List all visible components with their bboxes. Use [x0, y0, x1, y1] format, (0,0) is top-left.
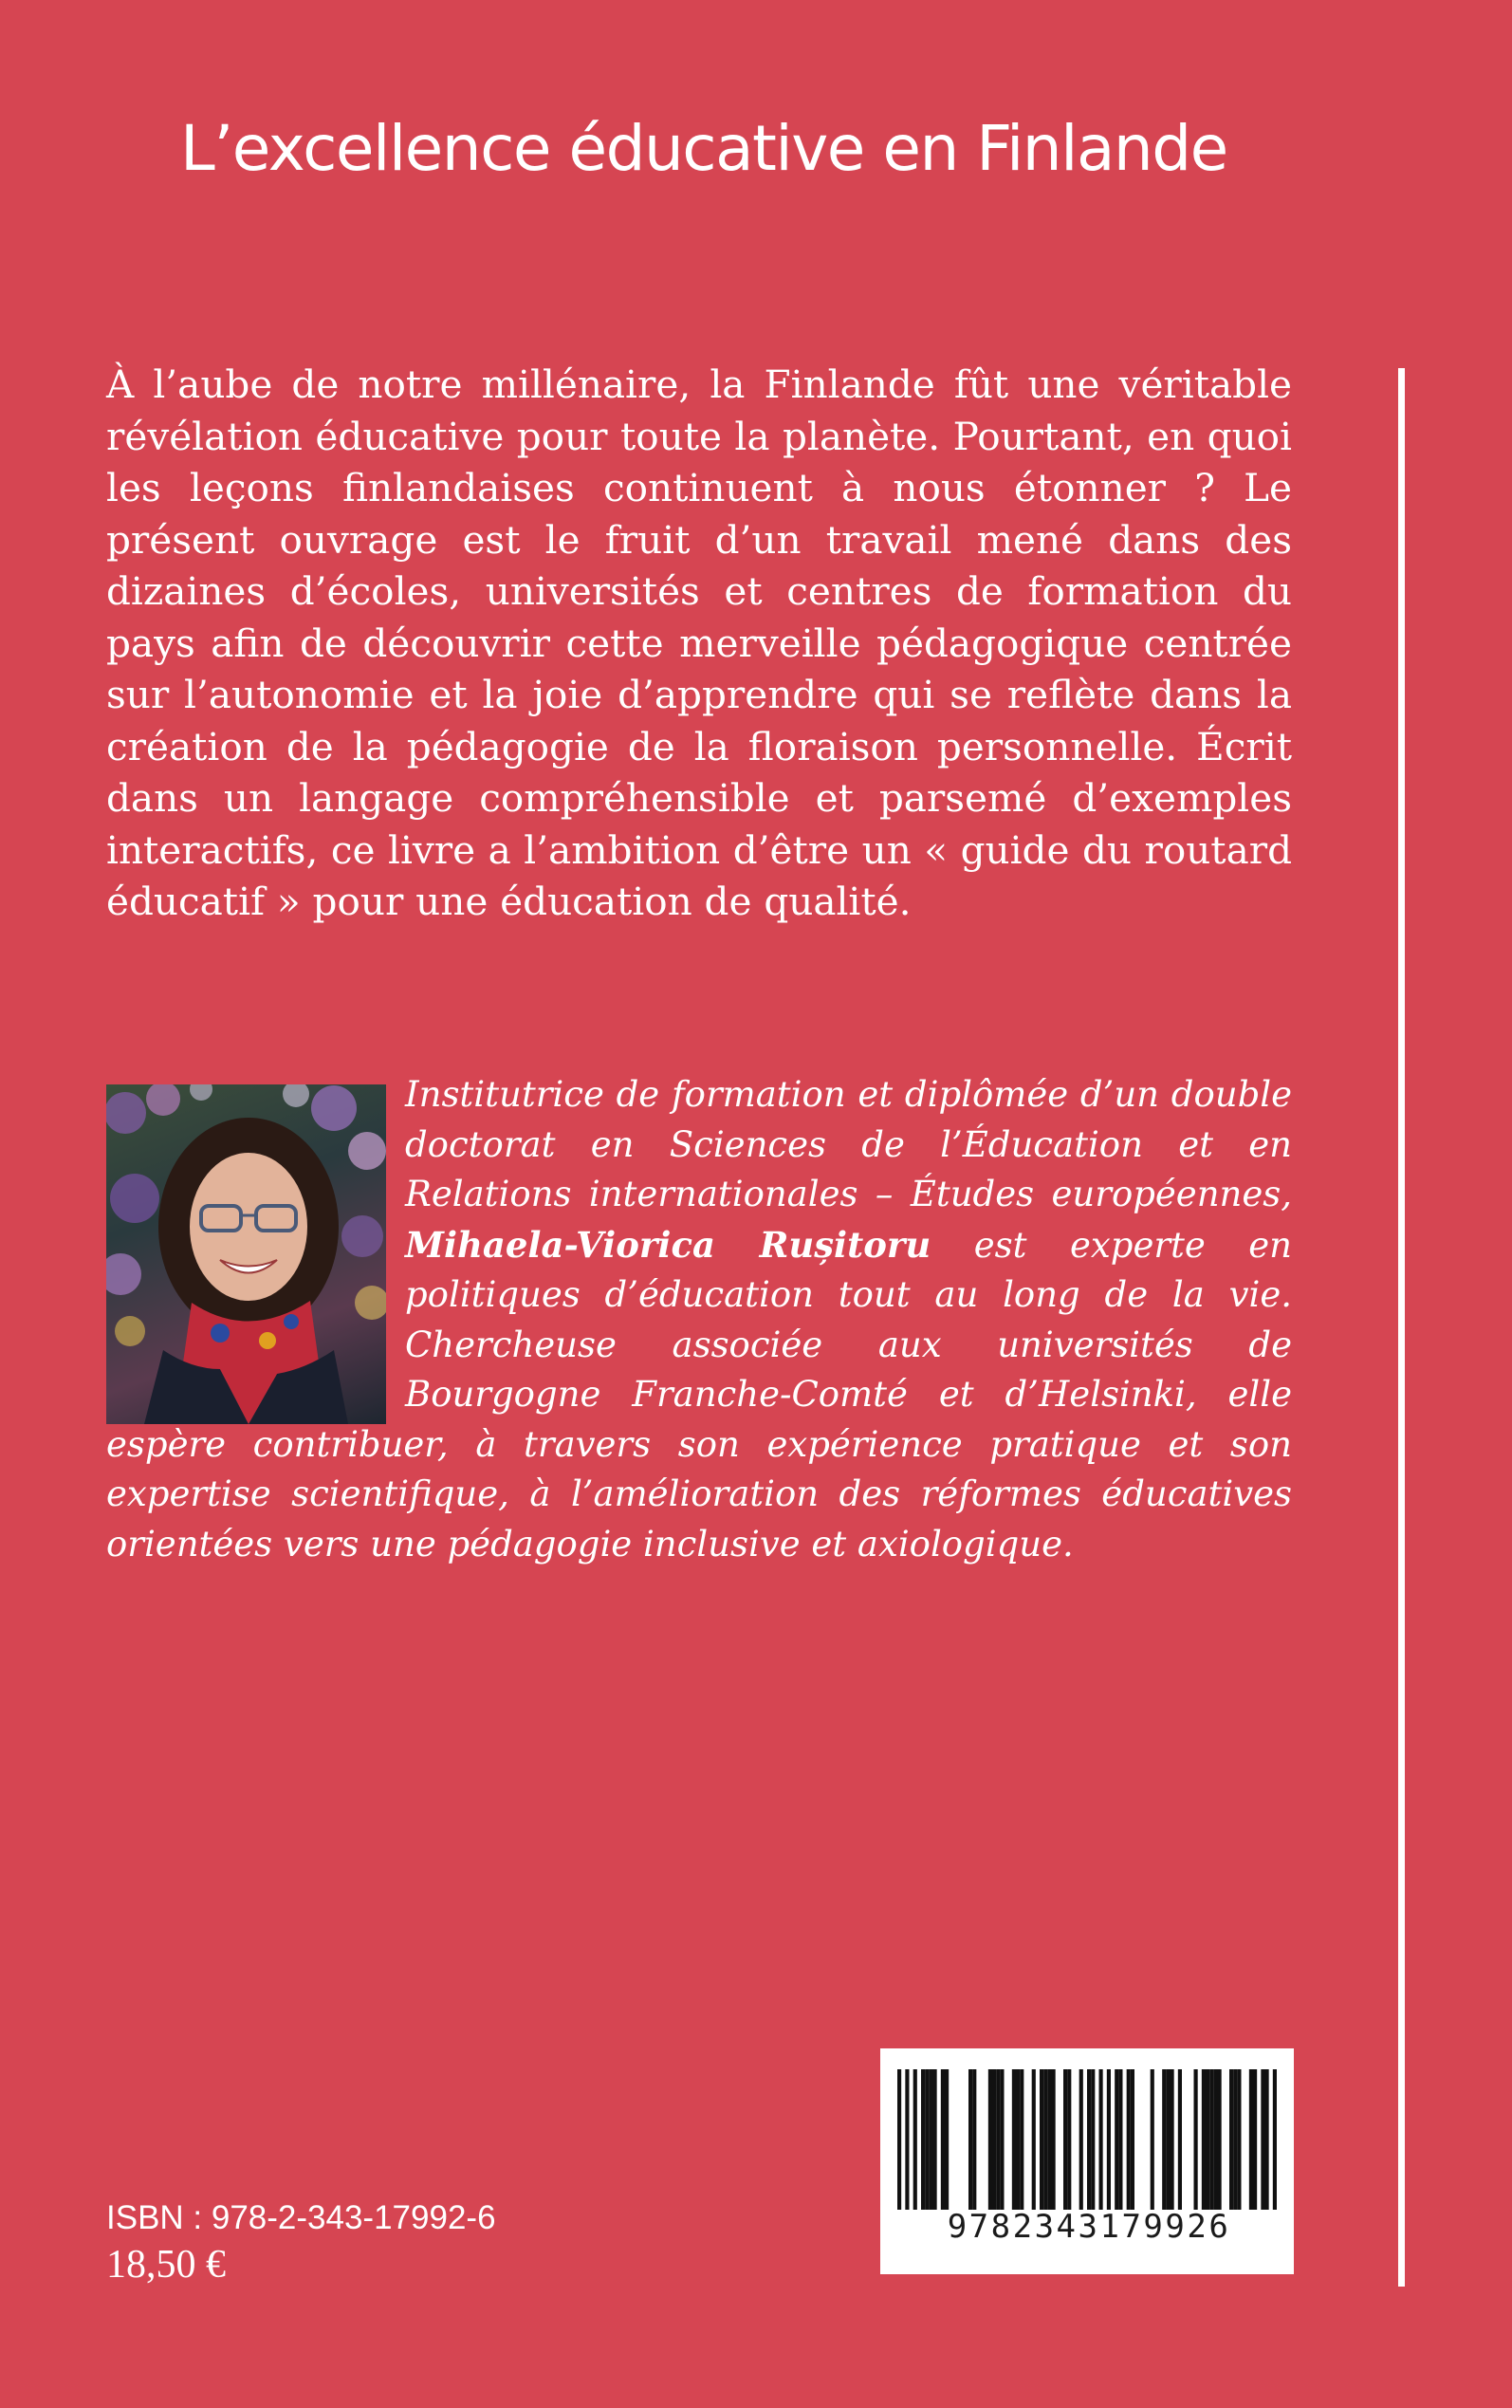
barcode-bar — [1107, 2069, 1111, 2210]
book-title: L’excellence éducative en Finlande — [180, 112, 1227, 185]
barcode-bar — [996, 2069, 1000, 2210]
barcode-bar — [1233, 2069, 1237, 2210]
barcode-bar — [1016, 2069, 1020, 2210]
barcode-bar — [1178, 2069, 1182, 2210]
barcode-bar — [1237, 2069, 1241, 2210]
barcode-bar — [988, 2069, 992, 2210]
barcode-bar — [929, 2069, 932, 2210]
barcode-bar — [1218, 2069, 1222, 2210]
barcode-bar — [1032, 2069, 1036, 2210]
barcode-bar — [1040, 2069, 1043, 2210]
barcode-bar — [941, 2069, 945, 2210]
barcode-bar — [1047, 2069, 1051, 2210]
barcode-bar — [1099, 2069, 1103, 2210]
barcode-bar — [1162, 2069, 1166, 2210]
barcode — [880, 2048, 1294, 2274]
barcode-bar — [1067, 2069, 1071, 2210]
barcode-bar — [913, 2069, 917, 2210]
barcode-bar — [972, 2069, 976, 2210]
author-bio — [106, 1070, 1292, 1569]
price-label: 18,50 € — [106, 2243, 226, 2287]
barcode-bar — [1091, 2069, 1095, 2210]
barcode-bar — [1171, 2069, 1174, 2210]
barcode-bar — [905, 2069, 909, 2210]
barcode-digits: 9782343179926 — [947, 2208, 1231, 2246]
barcode-bar — [1265, 2069, 1269, 2210]
barcode-bar — [1209, 2069, 1213, 2210]
barcode-bar — [1213, 2069, 1217, 2210]
barcode-bar — [897, 2069, 901, 2210]
barcode-bar — [1012, 2069, 1016, 2210]
barcode-bar — [1166, 2069, 1170, 2210]
barcode-bar — [1229, 2069, 1233, 2210]
barcode-bar — [1115, 2069, 1118, 2210]
barcode-bar — [921, 2069, 925, 2210]
barcode-bar — [1151, 2069, 1154, 2210]
vertical-rule — [1398, 368, 1405, 2287]
barcode-bar — [968, 2069, 972, 2210]
barcode-bar — [1127, 2069, 1131, 2210]
author-name: Mihaela-Viorica Rușitoru — [405, 1223, 931, 1266]
barcode-bar — [1194, 2069, 1198, 2210]
barcode-bar — [1206, 2069, 1209, 2210]
barcode-bar — [992, 2069, 996, 2210]
barcode-bar — [1043, 2069, 1047, 2210]
barcode-bar — [1020, 2069, 1023, 2210]
barcode-bar — [1131, 2069, 1134, 2210]
barcode-bar — [1118, 2069, 1122, 2210]
author-bio-intro: Institutrice de formation et diplômée d’un double doctorat en Sciences de l’Éducation et en Relations internationales – Études européennes, — [405, 1074, 1292, 1214]
barcode-bar — [1000, 2069, 1004, 2210]
barcode-bar — [933, 2069, 937, 2210]
author-bio-rest: est experte en politiques d’éducation tout au long de la vie. Chercheuse associée aux universités de Bourgogne Franche-Comté et d’Helsinki, elle espère contribuer, à travers son expérience pratique et son expertise scientifique, à l’amélioration des réformes éducatives orientées vers une pédagogie inclusive et axiologique. — [106, 1224, 1292, 1565]
barcode-bar — [1261, 2069, 1264, 2210]
barcode-bar — [1273, 2069, 1277, 2210]
barcode-bar — [1063, 2069, 1067, 2210]
barcode-bar — [1087, 2069, 1091, 2210]
barcode-bar — [945, 2069, 949, 2210]
barcode-bar — [1079, 2069, 1083, 2210]
photo-wrap-spacer — [106, 1070, 391, 1419]
barcode-bar — [925, 2069, 929, 2210]
isbn-label: ISBN : 978-2-343-17992-6 — [106, 2199, 496, 2236]
barcode-bar — [1202, 2069, 1206, 2210]
barcode-bar — [1249, 2069, 1253, 2210]
back-cover-blurb: À l’aube de notre millénaire, la Finlande fût une véritable révélation éducative pour toute la planète. Pourtant, en quoi les leçons finlandaises continuent à nous étonner ? Le présent ouvrage est le fruit d’un travail mené dans des dizaines d’écoles, universités et centres de formation du pays afin de découvrir cette merveille pédagogique centrée sur l’autonomie et la joie d’apprendre qui se reflète dans la création de la pédagogie de la floraison personnelle. Écrit dans un langage compréhensible et parsemé d’exemples interactifs, ce livre a l’ambition d’être un « guide du routard éducatif » pour une éducation de qualité. — [106, 361, 1292, 924]
barcode-bar — [1052, 2069, 1056, 2210]
barcode-bar — [1253, 2069, 1257, 2210]
barcode-bars — [897, 2069, 1277, 2210]
